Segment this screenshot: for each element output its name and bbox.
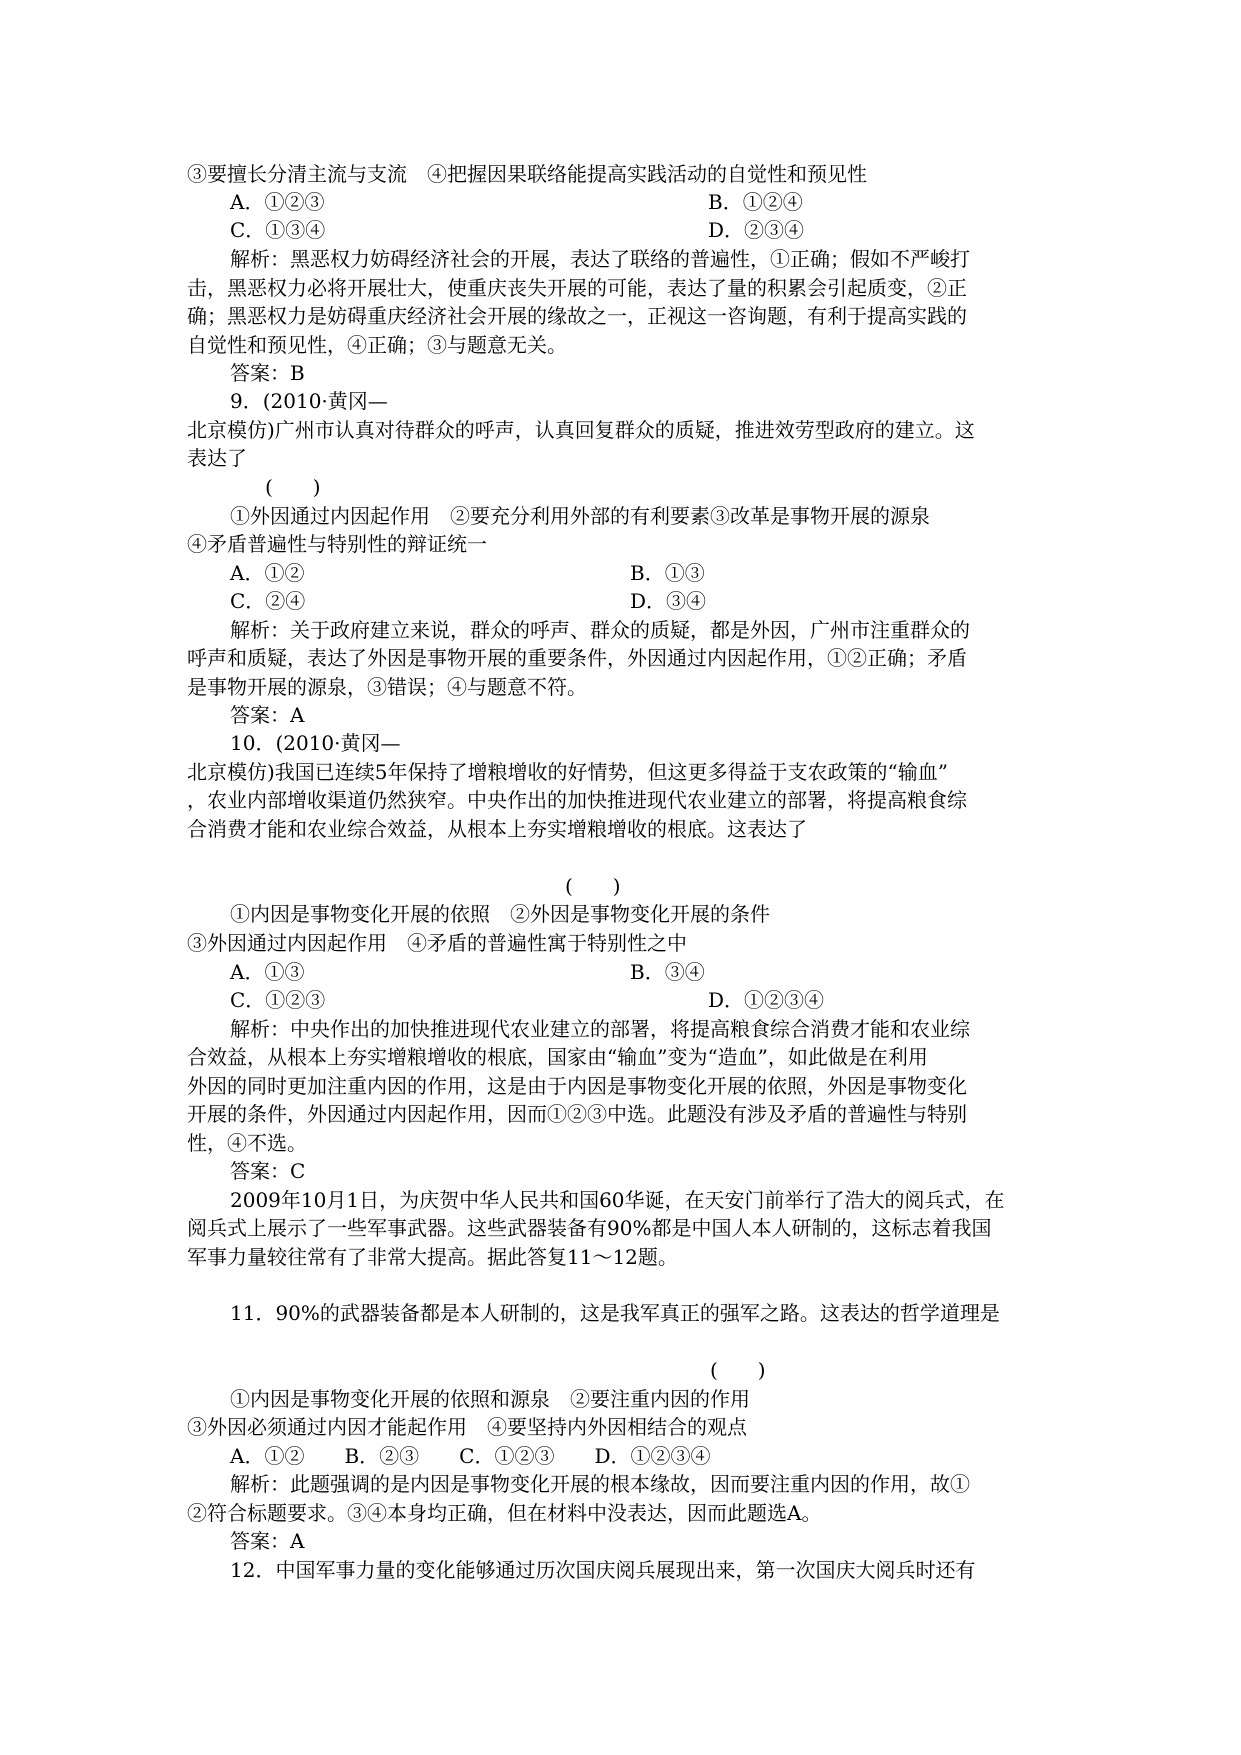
q9-analysis-line: 解析：关于政府建立来说，群众的呼声、群众的质疑，都是外因，广州市注重群众的 — [230, 618, 970, 642]
q10-analysis-line: 性，④不选。 — [187, 1131, 307, 1155]
q9-statement-line: ④矛盾普遍性与特别性的辩证统一 — [187, 532, 487, 556]
q9-answer-bracket: ( ) — [265, 475, 321, 499]
q10-option-a: A．①③ — [230, 960, 305, 984]
material-line: 2009年10月1日，为庆贺中华人民共和国60华诞，在天安门前举行了浩大的阅兵式，在 — [230, 1188, 1005, 1212]
q10-analysis-line: 外因的同时更加注重内因的作用，这是由于内因是事物变化开展的依照，外因是事物变化 — [187, 1074, 967, 1098]
q10-analysis-line: 合效益，从根本上夯实增粮增收的根底，国家由“输血”变为“造血”，如此做是在利用 — [187, 1045, 928, 1069]
q10-option-d: D．①②③④ — [708, 988, 825, 1012]
q10-stem-line: 北京模仿)我国已连续5年保持了增粮增收的好情势，但这更多得益于支农政策的“输血” — [187, 760, 948, 784]
q9-stem-line: 表达了 — [187, 446, 247, 470]
q8-option-b: B．①②④ — [708, 190, 803, 214]
q10-statement-line: ①内因是事物变化开展的依照 ②外因是事物变化开展的条件 — [230, 902, 770, 926]
q8-statement-line: ③要擅长分清主流与支流 ④把握因果联络能提高实践活动的自觉性和预见性 — [187, 162, 867, 186]
q9-analysis-line: 呼声和质疑，表达了外因是事物开展的重要条件，外因通过内因起作用，①②正确；矛盾 — [187, 646, 967, 670]
q10-answer: 答案：C — [230, 1159, 306, 1183]
q11-statement-line: ①内因是事物变化开展的依照和源泉 ②要注重内因的作用 — [230, 1387, 750, 1411]
q9-option-b: B．①③ — [630, 561, 705, 585]
q8-analysis-line: 确；黑恶权力是妨碍重庆经济社会开展的缘故之一，正视这一咨询题，有利于提高实践的 — [187, 304, 967, 328]
q8-option-c: C．①③④ — [230, 218, 326, 242]
material-line: 阅兵式上展示了一些军事武器。这些武器装备有90%都是中国人本人研制的，这标志着我国 — [187, 1216, 992, 1240]
q11-answer-bracket: ( ) — [710, 1358, 766, 1382]
q9-answer: 答案：A — [230, 703, 305, 727]
q9-number: 9．(2010·黄冈— — [230, 389, 388, 413]
q8-analysis-line: 击，黑恶权力必将开展壮大，使重庆丧失开展的可能，表达了量的积累会引起质变，②正 — [187, 276, 967, 300]
q10-statement-line: ③外因通过内因起作用 ④矛盾的普遍性寓于特别性之中 — [187, 931, 687, 955]
q10-stem-line: 合消费才能和农业综合效益，从根本上夯实增粮增收的根底。这表达了 — [187, 817, 807, 841]
q8-analysis-line: 解析：黑恶权力妨碍经济社会的开展，表达了联络的普遍性，①正确；假如不严峻打 — [230, 247, 970, 271]
q8-option-a: A．①②③ — [230, 190, 325, 214]
q10-number: 10．(2010·黄冈— — [230, 731, 401, 755]
q9-option-c: C．②④ — [230, 589, 306, 613]
q10-analysis-line: 解析：中央作出的加快推进现代农业建立的部署，将提高粮食综合消费才能和农业综 — [230, 1017, 970, 1041]
q8-answer: 答案：B — [230, 361, 305, 385]
q11-statement-line: ③外因必须通过内因才能起作用 ④要坚持内外因相结合的观点 — [187, 1415, 747, 1439]
q9-option-d: D．③④ — [630, 589, 707, 613]
q11-answer: 答案：A — [230, 1529, 305, 1553]
q10-stem-line: ，农业内部增收渠道仍然狭窄。中央作出的加快推进现代农业建立的部署，将提高粮食综 — [187, 788, 967, 812]
q9-option-a: A．①② — [230, 561, 305, 585]
q10-analysis-line: 开展的条件，外因通过内因起作用，因而①②③中选。此题没有涉及矛盾的普遍性与特别 — [187, 1102, 967, 1126]
material-line: 军事力量较往常有了非常大提高。据此答复11～12题。 — [187, 1245, 678, 1269]
q11-analysis-line: ②符合标题要求。③④本身均正确，但在材料中没表达，因而此题选A。 — [187, 1501, 822, 1525]
q11-analysis-line: 解析：此题强调的是内因是事物变化开展的根本缘故，因而要注重内因的作用，故① — [230, 1472, 970, 1496]
q11-options: A．①② B．②③ C．①②③ D．①②③④ — [230, 1444, 711, 1468]
q10-option-c: C．①②③ — [230, 988, 326, 1012]
q12-stem: 12．中国军事力量的变化能够通过历次国庆阅兵展现出来，第一次国庆大阅兵时还有 — [230, 1558, 976, 1582]
q8-option-d: D．②③④ — [708, 218, 805, 242]
q10-answer-bracket: ( ) — [565, 874, 621, 898]
q11-stem: 11．90%的武器装备都是本人研制的，这是我军真正的强军之路。这表达的哲学道理是 — [230, 1301, 1000, 1325]
q9-stem-line: 北京模仿)广州市认真对待群众的呼声，认真回复群众的质疑，推进效劳型政府的建立。这 — [187, 418, 975, 442]
q8-analysis-line: 自觉性和预见性，④正确；③与题意无关。 — [187, 333, 567, 357]
q10-option-b: B．③④ — [630, 960, 705, 984]
q9-statement-line: ①外因通过内因起作用 ②要充分利用外部的有利要素③改革是事物开展的源泉 — [230, 504, 930, 528]
q9-analysis-line: 是事物开展的源泉，③错误；④与题意不符。 — [187, 675, 587, 699]
